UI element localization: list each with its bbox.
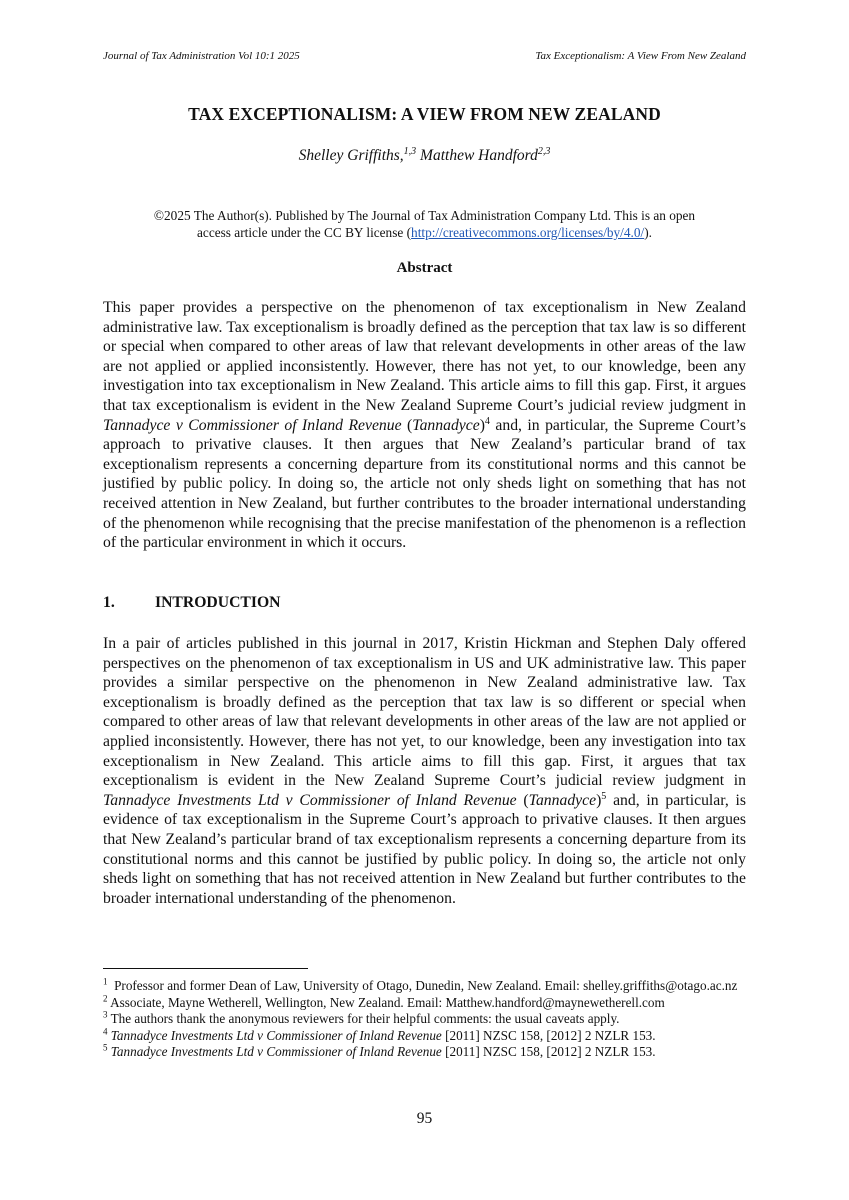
footnote-3 (103, 1011, 746, 1028)
page-number: 95 (416, 1110, 433, 1127)
abstract-case-short: Tannadyce (412, 416, 480, 434)
author-1: Shelley Griffiths, (298, 147, 404, 165)
footnote-text: Professor and former Dean of Law, University of Otago, Dunedin, New Zealand. Email: shelley.griffiths@otago.ac.nz (114, 978, 738, 993)
intro-text-1: In a pair of articles published in this journal in 2017, Kristin Hickman and Stephen Daly offered perspectives on the phenomenon of tax exceptionalism in US and UK administrative law. This paper provides a similar perspective on the phenomenon in New Zealand administrative law. Tax exceptionalism is broadly defined as the perception that tax law is so different or special when compared to other areas of law that relevant developments in other areas of the law are not applied or applied inconsistently. However, there has not yet, to our knowledge, been any investigation into tax exceptionalism in New Zealand. This article aims to fill this gap. First, it argues that tax exceptionalism is evident in the New Zealand Supreme Court’s judicial review judgment in (103, 635, 746, 790)
footnote-text: The authors thank the anonymous reviewers for their helpful comments: the usual caveats apply. (110, 1011, 620, 1027)
footnote-number: 4 (103, 1026, 108, 1037)
footnote-ref-5[interactable]: 5 (601, 790, 607, 802)
abstract-text-1: This paper provides a perspective on the phenomenon of tax exceptionalism in New Zealand administrative law. Tax exceptionalism is broadly defined as the perception that tax law is so different or special when compared to other areas of law that relevant developments in other areas of the law are not applied or applied inconsistently. However, there has not yet, to our knowledge, been any investigation into tax exceptionalism in New Zealand. This article aims to fill this gap. First, it argues that tax exceptionalism is evident in the New Zealand Supreme Court’s judicial review judgment in (103, 299, 746, 414)
header-journal: Journal of Tax Administration Vol 10:1 2025 (103, 50, 300, 62)
author-1-affil[interactable]: 1,3 (403, 146, 417, 157)
intro-case-name: Tannadyce Investments Ltd v Commissioner of Inland Revenue (103, 791, 517, 809)
header-short-title: Tax Exceptionalism: A View From New Zealand (535, 50, 746, 62)
intro-paren-open: ( (516, 791, 529, 809)
section-number: 1. (103, 594, 115, 611)
footnote-text: [2011] NZSC 158, [2012] 2 NZLR 153. (441, 1044, 656, 1060)
footnote-number: 1 (103, 976, 108, 987)
abstract-case-name: Tannadyce v Commissioner of Inland Revenue (103, 416, 402, 434)
abstract-text-2: and, in particular, the Supreme Court’s approach to privative clauses. It then argues that New Zealand’s particular brand of tax exceptionalism represents a concerning departure from its constitutional norms and this cannot be justified by public policy. In doing so, the article not only sheds light on something that has not received attention in New Zealand, but further contributes to the broader international understanding of the phenomenon while recognising that the precise manifestation of the phenomenon is a reflection of the particular environment in which it occurs. (103, 416, 746, 552)
footnote-text: [2011] NZSC 158, [2012] 2 NZLR 153. (441, 1027, 656, 1043)
intro-paren-close: ) (596, 791, 602, 809)
intro-case-short: Tannadyce (528, 791, 597, 809)
footnote-number: 3 (103, 1009, 108, 1020)
copyright-text: ©2025 The Author(s). Published by The Journal of Tax Administration Company Ltd. This is an open access article under the CC BY license ( (153, 208, 696, 240)
intro-text-2: and, in particular, is evidence of tax exceptionalism in the Supreme Court’s approach to privative clauses. It then argues that New Zealand’s particular brand of tax exceptionalism represents a concerning departure from its constitutional norms and this cannot be justified by public policy. In doing so, the article not only sheds light on something that has not received attention in New Zealand but further contributes to the broader international understanding of the phenomenon. (103, 791, 747, 907)
footnote-number: 5 (103, 1042, 108, 1053)
footnote-case-name: Tannadyce Investments Ltd v Commissioner of Inland Revenue (110, 1044, 442, 1060)
author-line (0, 146, 849, 165)
footnote-divider (103, 968, 308, 969)
footnote-1 (103, 978, 746, 995)
abstract-heading: Abstract (396, 260, 453, 276)
abstract-paren-open: ( (401, 416, 413, 434)
copyright-text-end: ). (644, 225, 652, 240)
footnotes (103, 978, 746, 1061)
section-title: INTRODUCTION (155, 594, 281, 611)
footnote-2 (103, 995, 746, 1012)
footnote-text: Associate, Mayne Wetherell, Wellington, New Zealand. Email: Matthew.handford@maynewetherell.com (110, 994, 665, 1010)
abstract-paren-close: ) (479, 416, 485, 434)
running-header (103, 50, 746, 62)
footnote-case-name: Tannadyce Investments Ltd v Commissioner of Inland Revenue (110, 1027, 442, 1043)
footnote-number: 2 (103, 993, 108, 1004)
author-2-affil[interactable]: 2,3 (537, 146, 551, 157)
license-link[interactable]: http://creativecommons.org/licenses/by/4.0/ (411, 225, 645, 240)
footnote-4 (103, 1028, 746, 1045)
copyright-notice (150, 207, 699, 241)
footnote-5 (103, 1044, 746, 1061)
author-2: Matthew Handford (420, 147, 538, 165)
footnote-ref-4[interactable]: 4 (484, 415, 490, 427)
paper-title: TAX EXCEPTIONALISM: A VIEW FROM NEW ZEALAND (188, 104, 661, 124)
abstract-body (103, 298, 746, 553)
section-heading (103, 594, 281, 612)
introduction-body (103, 634, 746, 908)
